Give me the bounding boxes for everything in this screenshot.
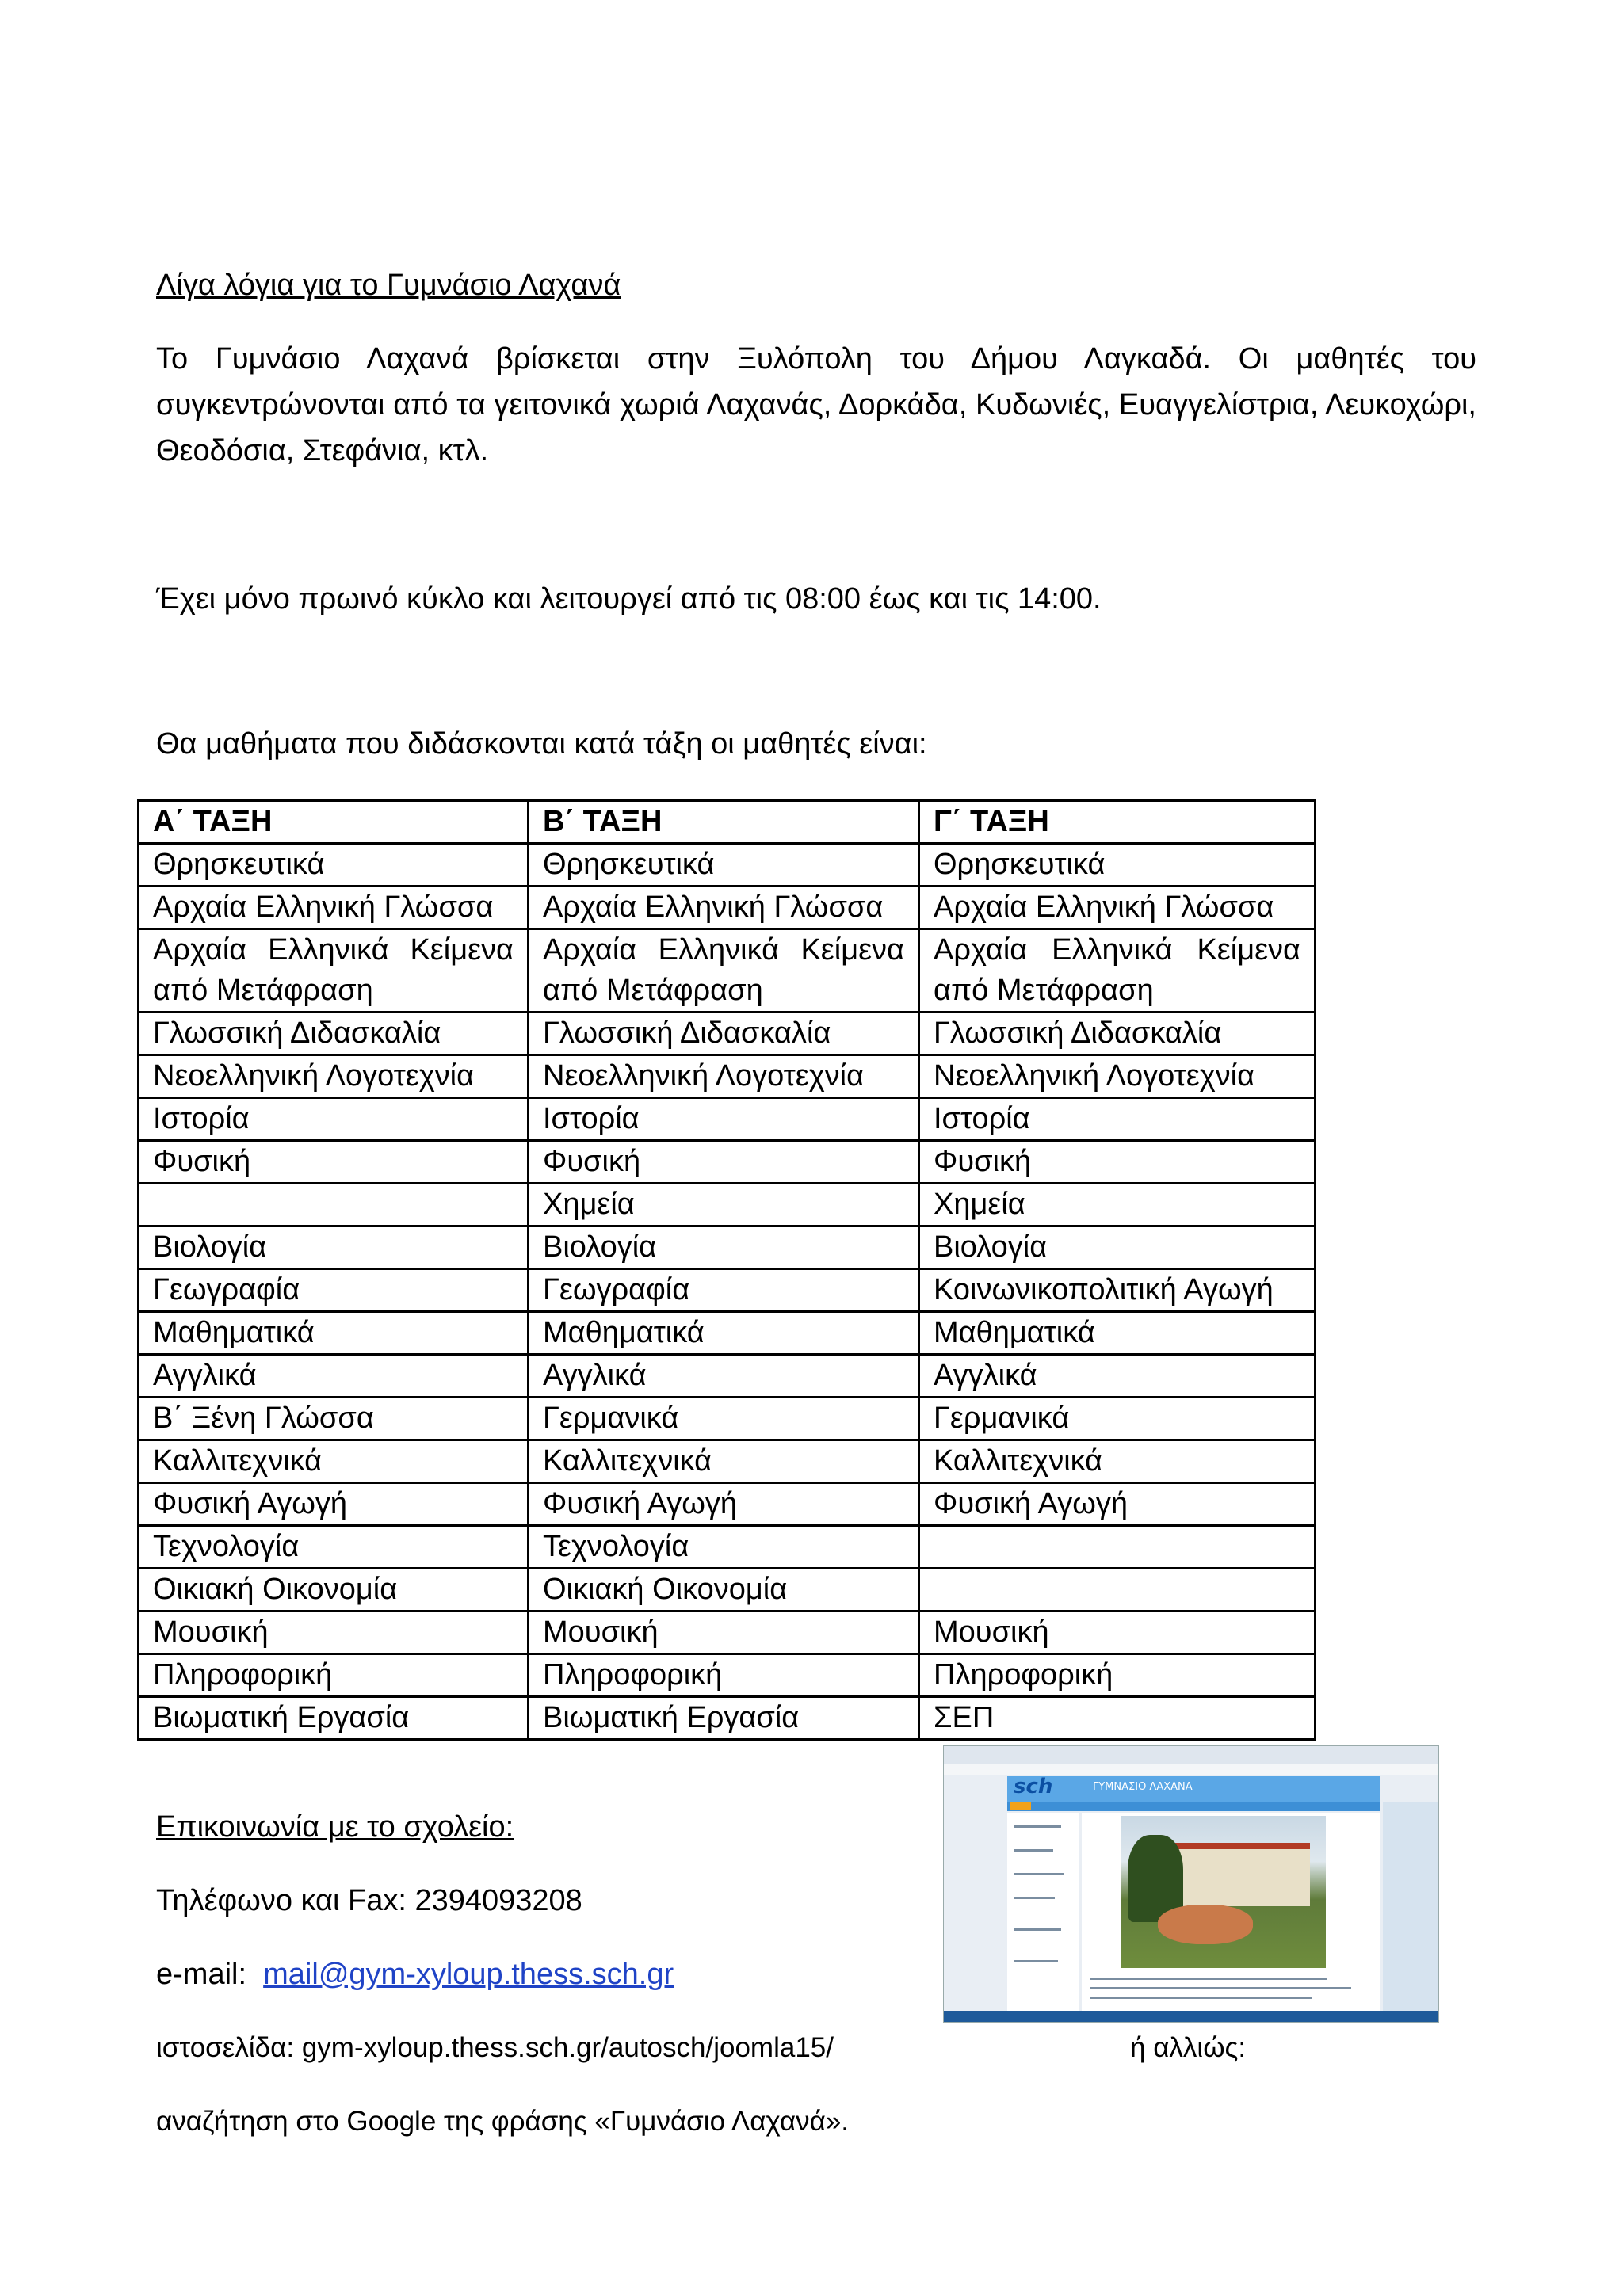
table-row (139, 1483, 1316, 1526)
table-row (139, 929, 1316, 1013)
table-cell: Αρχαία Ελληνική Γλώσσα (529, 887, 919, 929)
table-cell (529, 929, 919, 1013)
site-sidebar (1007, 1813, 1079, 2011)
table-cell: Βιωματική Εργασία (139, 1697, 529, 1740)
sidebar-line (1014, 1897, 1055, 1899)
rock-garden (1158, 1905, 1253, 1944)
table-cell: Πληροφορική (919, 1654, 1316, 1697)
table-row (139, 1398, 1316, 1440)
contact-phone: Τηλέφωνο και Fax: 2394093208 (156, 1884, 582, 1917)
sidebar-line (1014, 1825, 1061, 1828)
table-cell: Βιολογία (919, 1226, 1316, 1269)
table-cell: Γλωσσική Διδασκαλία (529, 1013, 919, 1055)
email-label: e-mail: (156, 1958, 247, 1991)
table-row (139, 1611, 1316, 1654)
table-row (139, 1141, 1316, 1184)
table-cell: Οικιακή Οικονομία (139, 1569, 529, 1611)
site-menu (1007, 1802, 1380, 1811)
intro-heading: Λίγα λόγια για το Γυμνάσιο Λαχανά (156, 269, 621, 302)
table-row (139, 1526, 1316, 1569)
table-row (139, 1055, 1316, 1098)
table-cell: Αρχαία Ελληνική Γλώσσα (139, 887, 529, 929)
table-row (139, 1312, 1316, 1355)
table-cell: Βιολογία (139, 1226, 529, 1269)
browser-titlebar (944, 1746, 1438, 1764)
table-cell: Αγγλικά (529, 1355, 919, 1398)
table-row (139, 1697, 1316, 1740)
table-cell: ΣΕΠ (919, 1697, 1316, 1740)
browser-bookmarks (944, 1764, 1438, 1775)
table-cell-line: Αρχαία Ελληνικά Κείμενα (934, 933, 1300, 967)
table-cell: Β΄ Ξένη Γλώσσα (139, 1398, 529, 1440)
table-cell: Ιστορία (529, 1098, 919, 1141)
table-cell: Πληροφορική (529, 1654, 919, 1697)
table-header-row (139, 801, 1316, 844)
table-cell: Καλλιτεχνικά (529, 1440, 919, 1483)
table-cell: Βιωματική Εργασία (529, 1697, 919, 1740)
table-cell-line: από Μετάφραση (543, 974, 763, 1007)
table-cell: Γερμανικά (919, 1398, 1316, 1440)
hours-text: Έχει μόνο πρωινό κύκλο και λειτουργεί από τις 08:00 έως και τις 14:00. (156, 582, 1102, 616)
table-cell: Χημεία (529, 1184, 919, 1226)
table-cell: Κοινωνικοπολιτική Αγωγή (919, 1269, 1316, 1312)
header-grade-c: Γ΄ ΤΑΞΗ (919, 801, 1316, 844)
table-cell: Θρησκευτικά (919, 844, 1316, 887)
table-cell: Γλωσσική Διδασκαλία (919, 1013, 1316, 1055)
table-cell-line: από Μετάφραση (153, 974, 373, 1007)
table-row (139, 887, 1316, 929)
table-cell: Βιολογία (529, 1226, 919, 1269)
table-cell: Νεοελληνική Λογοτεχνία (139, 1055, 529, 1098)
lessons-intro: Θα μαθήματα που διδάσκονται κατά τάξη οι μαθητές είναι: (156, 727, 927, 761)
table-cell: Αγγλικά (919, 1355, 1316, 1398)
table-cell: Τεχνολογία (529, 1526, 919, 1569)
table-cell: Θρησκευτικά (529, 844, 919, 887)
main-text-line (1090, 1997, 1312, 1999)
table-cell: Τεχνολογία (139, 1526, 529, 1569)
sidebar-line (1014, 1960, 1058, 1962)
table-cell-line: από Μετάφραση (934, 974, 1154, 1007)
table-cell: Αγγλικά (139, 1355, 529, 1398)
table-row (139, 1654, 1316, 1697)
table-cell: Μουσική (529, 1611, 919, 1654)
table-cell: Μαθηματικά (139, 1312, 529, 1355)
table-cell: Καλλιτεχνικά (919, 1440, 1316, 1483)
table-row (139, 1355, 1316, 1398)
table-cell: Φυσική Αγωγή (139, 1483, 529, 1526)
table-row (139, 844, 1316, 887)
site-title: ΓΥΜΝΑΣΙΟ ΛΑΧΑΝΑ (1093, 1781, 1193, 1793)
table-cell: Πληροφορική (139, 1654, 529, 1697)
table-cell: Μαθηματικά (529, 1312, 919, 1355)
table-cell-line: Αρχαία Ελληνικά Κείμενα (153, 933, 514, 967)
table-cell: Φυσική (529, 1141, 919, 1184)
table-cell: Θρησκευτικά (139, 844, 529, 887)
table-cell: Γλωσσική Διδασκαλία (139, 1013, 529, 1055)
table-cell: Γεωγραφία (139, 1269, 529, 1312)
header-grade-a: Α΄ ΤΑΞΗ (139, 801, 529, 844)
table-cell (139, 1184, 529, 1226)
table-cell (139, 929, 529, 1013)
table-cell: Μαθηματικά (919, 1312, 1316, 1355)
windows-taskbar (944, 2011, 1438, 2022)
table-cell: Φυσική (919, 1141, 1316, 1184)
table-row (139, 1226, 1316, 1269)
table-cell: Μουσική (139, 1611, 529, 1654)
table-cell: Φυσική (139, 1141, 529, 1184)
table-cell (919, 929, 1316, 1013)
table-cell (919, 1569, 1316, 1611)
table-cell: Καλλιτεχνικά (139, 1440, 529, 1483)
contact-heading: Επικοινωνία με το σχολείο: (156, 1810, 514, 1844)
table-row (139, 1569, 1316, 1611)
sch-logo: sch (1014, 1775, 1053, 1798)
main-text-line (1090, 1987, 1351, 1989)
table-cell: Οικιακή Οικονομία (529, 1569, 919, 1611)
site-header (1007, 1776, 1380, 1802)
website-screenshot (943, 1745, 1439, 2023)
table-cell: Μουσική (919, 1611, 1316, 1654)
contact-email-line (156, 1951, 674, 1997)
table-cell: Νεοελληνική Λογοτεχνία (529, 1055, 919, 1098)
table-cell: Γεωγραφία (529, 1269, 919, 1312)
table-row (139, 1013, 1316, 1055)
table-row (139, 1269, 1316, 1312)
table-cell: Φυσική Αγωγή (529, 1483, 919, 1526)
intro-paragraph: Το Γυμνάσιο Λαχανά βρίσκεται στην Ξυλόπολη του Δήμου Λαγκαδά. Οι μαθητές του συγκεντρώνονται από τα γειτονικά χωριά Λαχανάς, Δορκάδα, Κυδωνιές, Ευαγγελίστρια, Λευκοχώρι, Θεοδόσια, Στεφάνια, κτλ. (156, 342, 1476, 467)
email-link[interactable]: mail@gym-xyloup.thess.sch.gr (263, 1958, 674, 1991)
sidebar-line (1014, 1928, 1061, 1931)
table-cell: Αρχαία Ελληνική Γλώσσα (919, 887, 1316, 929)
site-background-right (1383, 1802, 1438, 2011)
main-text-line (1090, 1978, 1327, 1980)
table-row (139, 1440, 1316, 1483)
menu-home-tab (1010, 1802, 1031, 1810)
contact-or-else: ή αλλιώς: (1130, 2032, 1247, 2063)
table-cell-line: Αρχαία Ελληνικά Κείμενα (543, 933, 904, 967)
table-cell: Γερμανικά (529, 1398, 919, 1440)
table-cell: Νεοελληνική Λογοτεχνία (919, 1055, 1316, 1098)
contact-google: αναζήτηση στο Google της φράσης «Γυμνάσιο Λαχανά». (156, 2106, 850, 2137)
header-grade-b: Β΄ ΤΑΞΗ (529, 801, 919, 844)
table-cell (919, 1526, 1316, 1569)
table-row (139, 1098, 1316, 1141)
contact-website: ιστοσελίδα: gym-xyloup.thess.sch.gr/autosch/joomla15/ (156, 2032, 834, 2063)
table-cell: Ιστορία (919, 1098, 1316, 1141)
table-cell: Χημεία (919, 1184, 1316, 1226)
sidebar-line (1014, 1849, 1053, 1852)
table-row (139, 1184, 1316, 1226)
lessons-table (137, 799, 1316, 1741)
table-cell: Ιστορία (139, 1098, 529, 1141)
sidebar-line (1014, 1873, 1064, 1875)
table-cell: Φυσική Αγωγή (919, 1483, 1316, 1526)
